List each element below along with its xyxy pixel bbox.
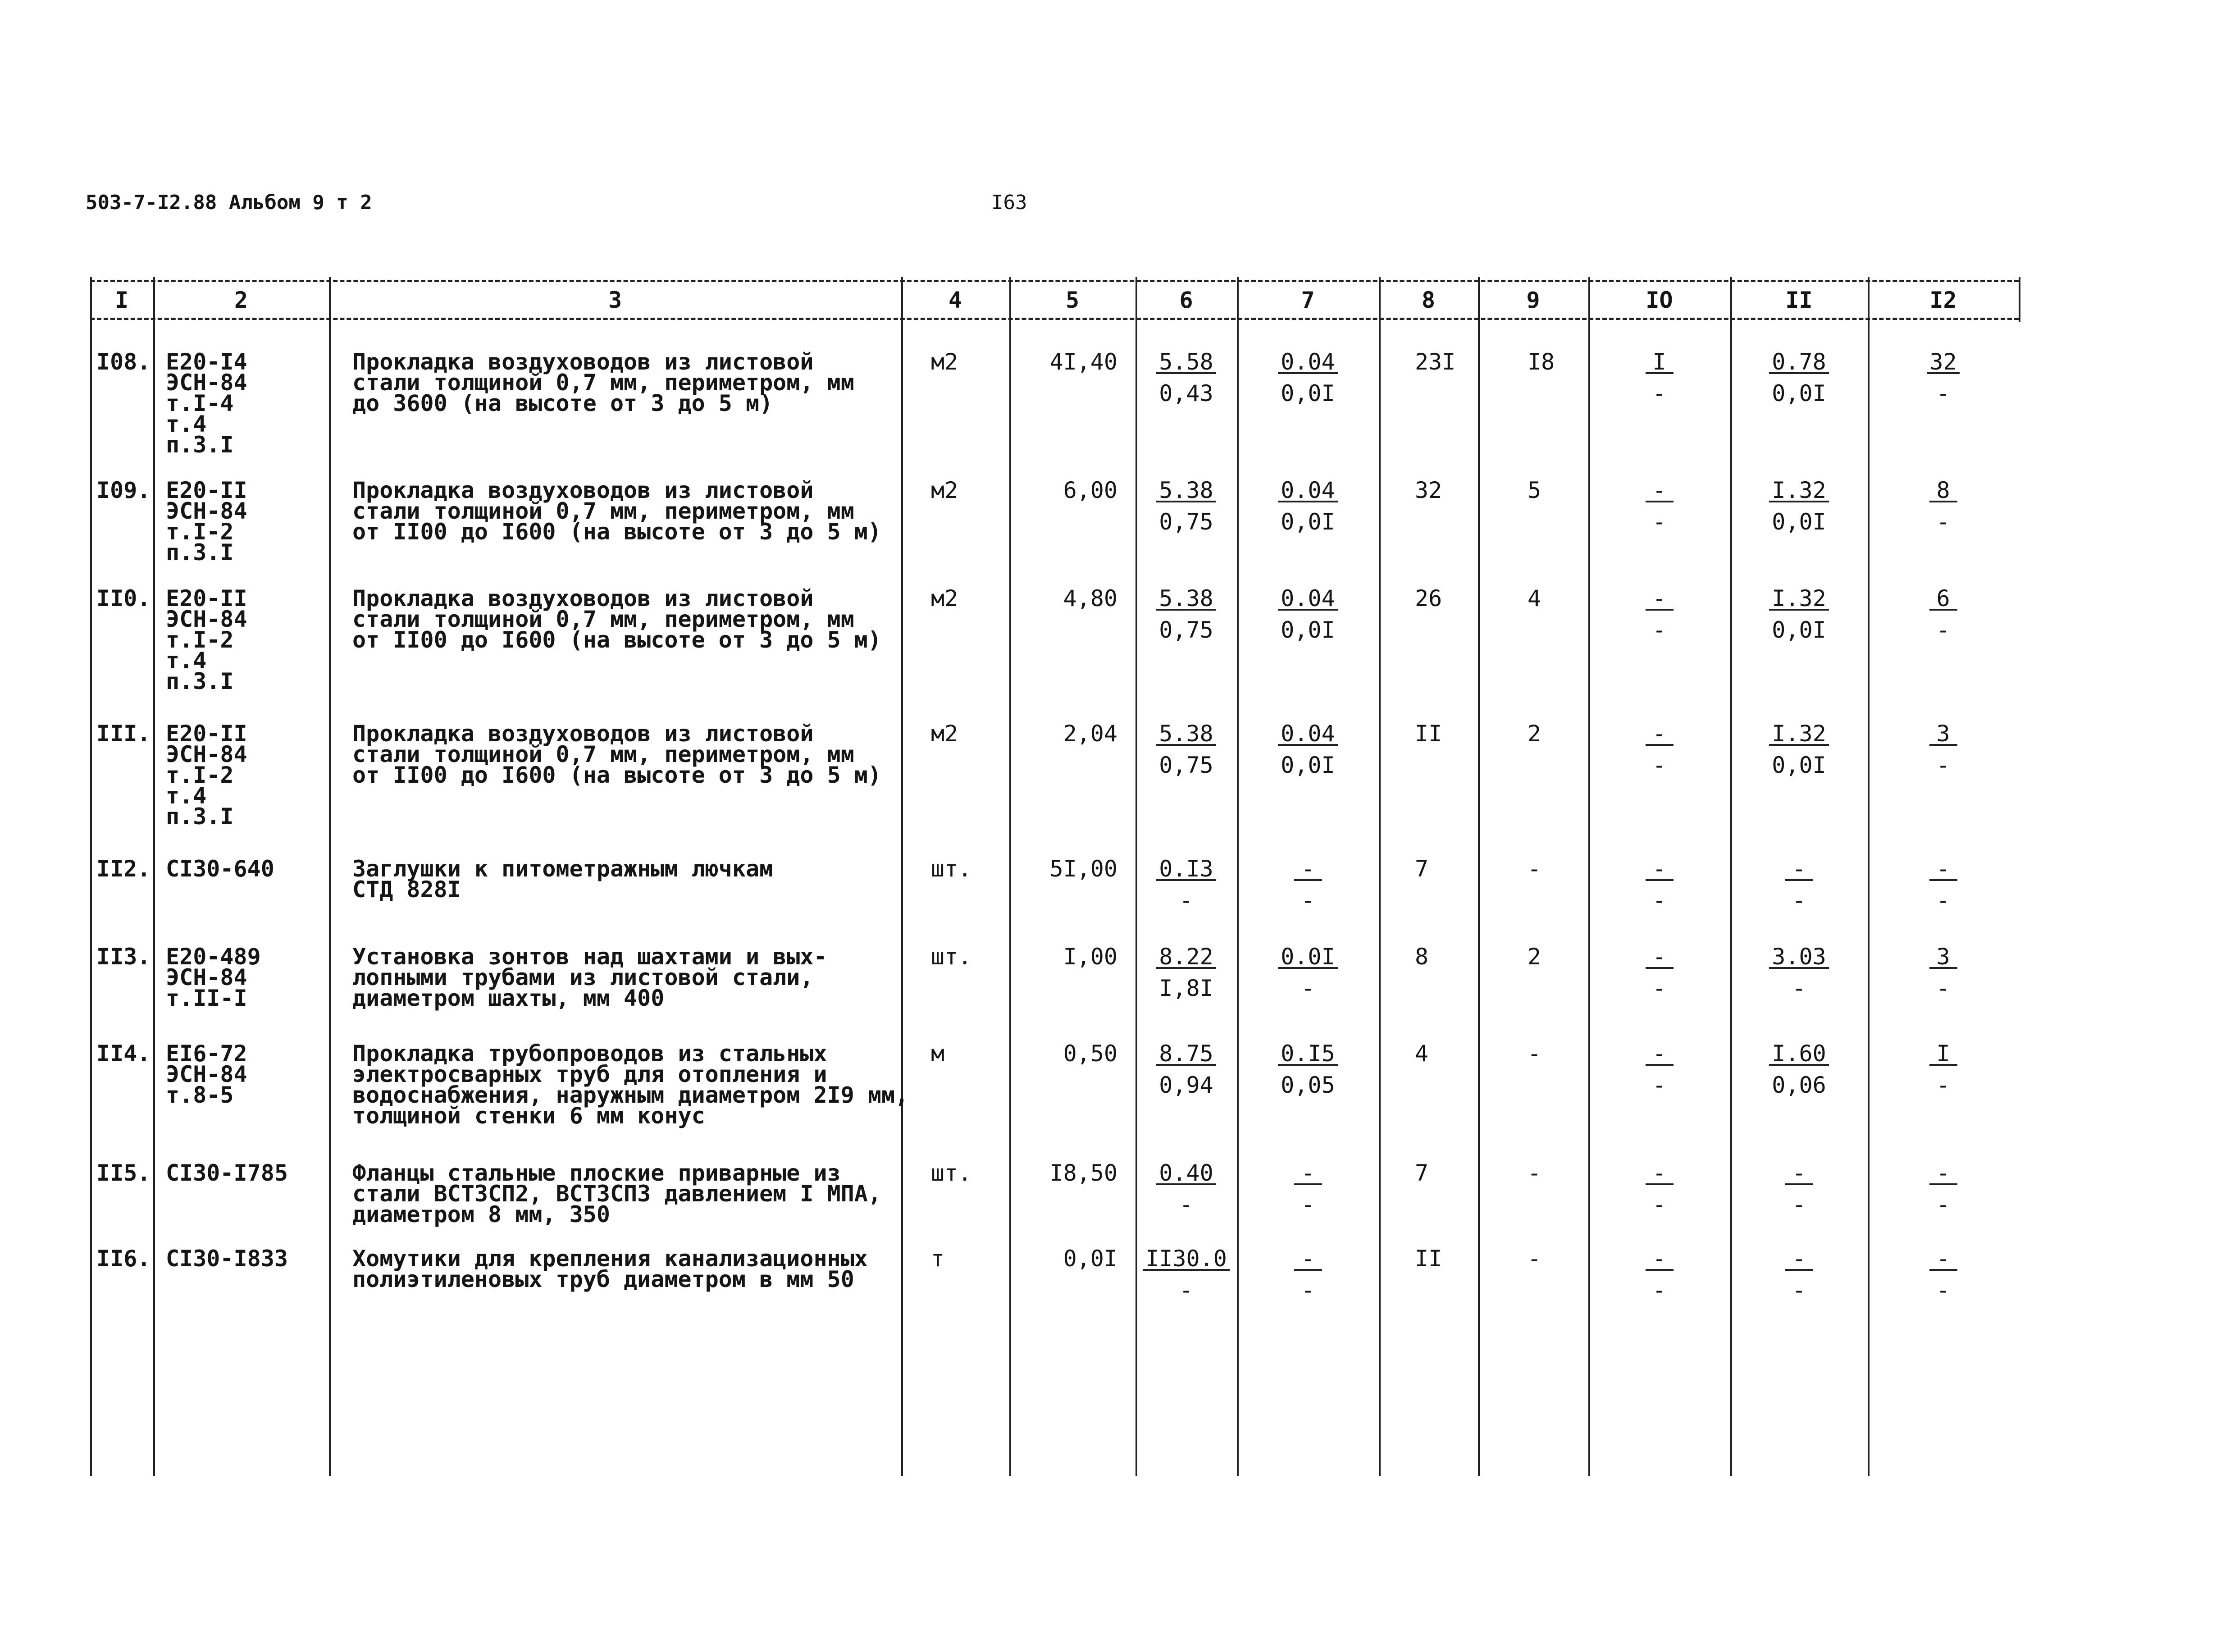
wage-value-denominator: - bbox=[1652, 752, 1666, 778]
work-description: Прокладка трубопроводов из стальных электросварных труб для отопления и водоснабжения, наружным диаметром 2I9 мм, толщиной стенки 6 мм конус bbox=[352, 1040, 909, 1129]
labor-per-unit-numerator: I.32 bbox=[1769, 588, 1829, 611]
machine-total: 5 bbox=[1528, 477, 1541, 503]
total-cost: 4 bbox=[1415, 1040, 1429, 1067]
wage-value-denominator: - bbox=[1652, 887, 1666, 913]
labor-per-unit bbox=[1730, 351, 1868, 404]
labor-per-unit-numerator: - bbox=[1785, 1163, 1813, 1185]
machine-cost-denominator: 0,0I bbox=[1281, 380, 1335, 406]
quantity: 6,00 bbox=[1063, 477, 1117, 503]
unit-of-measure: м2 bbox=[931, 585, 958, 612]
row-number: II5. bbox=[96, 1160, 151, 1186]
unit-of-measure: м bbox=[931, 1040, 945, 1067]
labor-total bbox=[1868, 858, 2019, 911]
machine-total: - bbox=[1528, 1040, 1541, 1067]
column-divider bbox=[1379, 277, 1381, 1476]
unit-cost-numerator: 5.58 bbox=[1156, 351, 1216, 374]
machine-total: - bbox=[1528, 1246, 1541, 1272]
wage-value bbox=[1588, 351, 1730, 404]
labor-per-unit bbox=[1730, 723, 1868, 776]
norm-code: CI30-I785 bbox=[166, 1160, 288, 1186]
labor-total-numerator: 8 bbox=[1929, 480, 1957, 502]
unit-cost bbox=[1135, 1160, 1237, 1218]
unit-of-measure: т bbox=[931, 1246, 945, 1272]
total-cost: 32 bbox=[1415, 477, 1442, 503]
labor-total bbox=[1868, 1160, 2019, 1218]
labor-total-denominator: - bbox=[1936, 1277, 1950, 1303]
labor-per-unit-numerator: 0.78 bbox=[1769, 351, 1829, 374]
work-description: Прокладка воздуховодов из листовой стали толщиной 0,7 мм, периметром, мм от II00 до I600 (на высоте от 3 до 5 м) bbox=[352, 585, 881, 653]
labor-total bbox=[1868, 477, 2019, 535]
labor-per-unit-denominator: 0,06 bbox=[1772, 1072, 1826, 1098]
wage-value-numerator: - bbox=[1646, 858, 1674, 881]
column-number-header: 2 bbox=[234, 287, 248, 313]
labor-total-numerator: 3 bbox=[1929, 946, 1957, 969]
total-cost: 23I bbox=[1415, 349, 1456, 375]
column-number-header: 5 bbox=[1065, 287, 1080, 313]
total-cost: II bbox=[1415, 721, 1442, 747]
column-divider bbox=[901, 277, 903, 1476]
machine-total: 2 bbox=[1528, 721, 1541, 747]
row-number: II6. bbox=[96, 1246, 151, 1272]
column-number-header: 6 bbox=[1179, 287, 1193, 313]
wage-value bbox=[1588, 1160, 1730, 1218]
unit-of-measure: м2 bbox=[931, 349, 958, 375]
row-number: III. bbox=[96, 721, 151, 747]
labor-total bbox=[1868, 1040, 2019, 1098]
total-cost: 26 bbox=[1415, 585, 1442, 612]
column-divider bbox=[1009, 277, 1011, 1476]
unit-cost bbox=[1135, 351, 1237, 404]
unit-cost-numerator: 5.38 bbox=[1156, 588, 1216, 611]
wage-value bbox=[1588, 1248, 1730, 1301]
labor-per-unit-numerator: I.32 bbox=[1769, 480, 1829, 502]
labor-total bbox=[1868, 585, 2019, 643]
machine-cost bbox=[1237, 1248, 1379, 1301]
column-number-header: II bbox=[1785, 287, 1813, 313]
unit-of-measure: м2 bbox=[931, 477, 958, 503]
total-cost: 7 bbox=[1415, 856, 1429, 882]
header-top-line bbox=[90, 280, 2019, 282]
norm-code: EI6-72 ЭСН-84 т.8-5 bbox=[166, 1040, 247, 1108]
machine-cost-numerator: - bbox=[1294, 1248, 1322, 1271]
row-number: I08. bbox=[96, 349, 151, 375]
labor-total-denominator: - bbox=[1936, 975, 1950, 1001]
norm-code: E20-II ЭСН-84 т.I-2 т.4 п.3.I bbox=[166, 585, 247, 694]
column-number-header: I2 bbox=[1929, 287, 1957, 313]
labor-total-numerator: I bbox=[1929, 1043, 1957, 1066]
unit-cost-denominator: - bbox=[1179, 1191, 1193, 1218]
wage-value bbox=[1588, 858, 1730, 911]
quantity: I,00 bbox=[1063, 944, 1117, 970]
machine-cost-denominator: 0,05 bbox=[1281, 1072, 1335, 1098]
labor-total-numerator: - bbox=[1929, 1248, 1957, 1271]
column-number-header: IO bbox=[1646, 287, 1673, 313]
labor-total-numerator: 32 bbox=[1927, 351, 1959, 374]
wage-value-denominator: - bbox=[1652, 1072, 1666, 1098]
wage-value bbox=[1588, 723, 1730, 776]
row-number: II4. bbox=[96, 1040, 151, 1067]
norm-code: CI30-640 bbox=[166, 856, 274, 882]
norm-code: CI30-I833 bbox=[166, 1246, 288, 1272]
labor-per-unit-denominator: - bbox=[1792, 1277, 1806, 1303]
unit-cost-numerator: 5.38 bbox=[1156, 723, 1216, 746]
unit-cost bbox=[1135, 477, 1237, 535]
column-divider bbox=[90, 277, 92, 1476]
wage-value-denominator: - bbox=[1652, 617, 1666, 643]
labor-per-unit bbox=[1730, 946, 1868, 999]
unit-of-measure: шт. bbox=[931, 856, 972, 882]
wage-value bbox=[1588, 946, 1730, 999]
machine-total: I8 bbox=[1528, 349, 1555, 375]
wage-value-numerator: - bbox=[1646, 946, 1674, 969]
labor-total-numerator: 6 bbox=[1929, 588, 1957, 611]
labor-per-unit-denominator: 0,0I bbox=[1772, 617, 1826, 643]
work-description: Установка зонтов над шахтами и вых- лопными трубами из листовой стали, диаметром шахты, мм 400 bbox=[352, 944, 827, 1011]
labor-per-unit-numerator: - bbox=[1785, 1248, 1813, 1271]
machine-cost-denominator: - bbox=[1301, 975, 1315, 1001]
unit-cost bbox=[1135, 1248, 1237, 1301]
labor-total-numerator: - bbox=[1929, 858, 1957, 881]
labor-total-numerator: - bbox=[1929, 1163, 1957, 1185]
labor-total-denominator: - bbox=[1936, 1072, 1950, 1098]
wage-value-denominator: - bbox=[1652, 975, 1666, 1001]
total-cost: 8 bbox=[1415, 944, 1429, 970]
machine-total: - bbox=[1528, 1160, 1541, 1186]
quantity: 4,80 bbox=[1063, 585, 1117, 612]
unit-of-measure: м2 bbox=[931, 721, 958, 747]
machine-cost-numerator: 0.I5 bbox=[1278, 1043, 1337, 1066]
wage-value-numerator: - bbox=[1646, 1163, 1674, 1185]
machine-cost bbox=[1237, 723, 1379, 776]
unit-cost bbox=[1135, 858, 1237, 911]
unit-of-measure: шт. bbox=[931, 1160, 972, 1186]
wage-value-denominator: - bbox=[1652, 380, 1666, 406]
column-number-header: 8 bbox=[1421, 287, 1436, 313]
unit-cost-denominator: 0,75 bbox=[1159, 617, 1213, 643]
machine-cost bbox=[1237, 946, 1379, 999]
labor-total-numerator: 3 bbox=[1929, 723, 1957, 746]
machine-cost-numerator: 0.04 bbox=[1278, 723, 1337, 746]
unit-cost-denominator: 0,94 bbox=[1159, 1072, 1213, 1098]
work-description: Хомутики для крепления канализационных полиэтиленовых труб диаметром в мм 50 bbox=[352, 1246, 868, 1292]
unit-cost-denominator: 0,75 bbox=[1159, 752, 1213, 778]
machine-cost-denominator: 0,0I bbox=[1281, 617, 1335, 643]
labor-per-unit-denominator: 0,0I bbox=[1772, 380, 1826, 406]
total-cost: II bbox=[1415, 1246, 1442, 1272]
column-divider bbox=[2019, 277, 2020, 322]
column-number-header: 9 bbox=[1526, 287, 1540, 313]
labor-per-unit bbox=[1730, 1160, 1868, 1218]
labor-per-unit bbox=[1730, 477, 1868, 535]
labor-per-unit bbox=[1730, 1248, 1868, 1301]
total-cost: 7 bbox=[1415, 1160, 1429, 1186]
column-number-header: 3 bbox=[608, 287, 622, 313]
norm-code: E20-I4 ЭСН-84 т.I-4 т.4 п.3.I bbox=[166, 349, 247, 458]
machine-cost bbox=[1237, 1160, 1379, 1218]
wage-value bbox=[1588, 585, 1730, 643]
labor-per-unit-numerator: I.32 bbox=[1769, 723, 1829, 746]
column-number-header: 7 bbox=[1301, 287, 1315, 313]
row-number: II0. bbox=[96, 585, 151, 612]
norm-code: E20-489 ЭСН-84 т.II-I bbox=[166, 944, 261, 1011]
column-divider bbox=[153, 277, 155, 1476]
unit-cost-numerator: 0.40 bbox=[1156, 1163, 1216, 1185]
unit-cost-numerator: 5.38 bbox=[1156, 480, 1216, 502]
machine-cost-numerator: - bbox=[1294, 1163, 1322, 1185]
norm-code: E20-II ЭСН-84 т.I-2 п.3.I bbox=[166, 477, 247, 566]
wage-value bbox=[1588, 1040, 1730, 1098]
wage-value-numerator: - bbox=[1646, 723, 1674, 746]
work-description: Прокладка воздуховодов из листовой стали толщиной 0,7 мм, периметром, мм от II00 до I600 (на высоте от 3 до 5 м) bbox=[352, 477, 881, 545]
page-number: I63 bbox=[991, 191, 1027, 214]
machine-cost-numerator: 0.04 bbox=[1278, 480, 1337, 502]
labor-per-unit-denominator: - bbox=[1792, 887, 1806, 913]
wage-value-denominator: - bbox=[1652, 509, 1666, 535]
labor-per-unit bbox=[1730, 585, 1868, 643]
labor-total bbox=[1868, 723, 2019, 776]
unit-cost-denominator: I,8I bbox=[1159, 975, 1213, 1001]
labor-per-unit-denominator: 0,0I bbox=[1772, 509, 1826, 535]
unit-of-measure: шт. bbox=[931, 944, 972, 970]
labor-total bbox=[1868, 946, 2019, 999]
wage-value-numerator: - bbox=[1646, 588, 1674, 611]
norm-code: E20-II ЭСН-84 т.I-2 т.4 п.3.I bbox=[166, 721, 247, 830]
labor-total-denominator: - bbox=[1936, 887, 1950, 913]
wage-value-denominator: - bbox=[1652, 1277, 1666, 1303]
machine-cost-numerator: - bbox=[1294, 858, 1322, 881]
machine-cost-numerator: 0.04 bbox=[1278, 351, 1337, 374]
wage-value-numerator: - bbox=[1646, 1043, 1674, 1066]
machine-cost bbox=[1237, 585, 1379, 643]
quantity: 5I,00 bbox=[1049, 856, 1117, 882]
labor-per-unit-numerator: 3.03 bbox=[1769, 946, 1829, 969]
unit-cost bbox=[1135, 1040, 1237, 1098]
labor-total-denominator: - bbox=[1936, 752, 1950, 778]
unit-cost-numerator: 0.I3 bbox=[1156, 858, 1216, 881]
machine-cost-denominator: 0,0I bbox=[1281, 752, 1335, 778]
column-number-header: 4 bbox=[948, 287, 962, 313]
machine-cost bbox=[1237, 1040, 1379, 1098]
labor-total bbox=[1868, 351, 2019, 404]
machine-cost-denominator: - bbox=[1301, 1277, 1315, 1303]
quantity: 0,0I bbox=[1063, 1246, 1117, 1272]
labor-total-denominator: - bbox=[1936, 380, 1950, 406]
wage-value-numerator: - bbox=[1646, 480, 1674, 502]
unit-cost bbox=[1135, 946, 1237, 999]
labor-per-unit-denominator: 0,0I bbox=[1772, 752, 1826, 778]
document-code: 503-7-I2.88 Альбом 9 т 2 bbox=[86, 191, 372, 214]
work-description: Заглушки к питометражным лючкам СТД 828I bbox=[352, 856, 773, 903]
labor-per-unit bbox=[1730, 1040, 1868, 1098]
unit-cost-denominator: 0,75 bbox=[1159, 509, 1213, 535]
machine-cost-denominator: 0,0I bbox=[1281, 509, 1335, 535]
quantity: 4I,40 bbox=[1049, 349, 1117, 375]
work-description: Фланцы стальные плоские приварные из стали ВСТ3СП2, ВСТ3СП3 давлением I МПА, диаметром 8 мм, 350 bbox=[352, 1160, 881, 1228]
unit-cost-denominator: - bbox=[1179, 1277, 1193, 1303]
labor-per-unit-numerator: I.60 bbox=[1769, 1043, 1829, 1066]
labor-per-unit-denominator: - bbox=[1792, 1191, 1806, 1218]
row-number: II3. bbox=[96, 944, 151, 970]
machine-total: 2 bbox=[1528, 944, 1541, 970]
machine-cost-numerator: 0.0I bbox=[1278, 946, 1337, 969]
unit-cost-numerator: II30.0 bbox=[1143, 1248, 1230, 1271]
unit-cost-denominator: 0,43 bbox=[1159, 380, 1213, 406]
quantity: I8,50 bbox=[1049, 1160, 1117, 1186]
row-number: I09. bbox=[96, 477, 151, 503]
labor-total-denominator: - bbox=[1936, 509, 1950, 535]
unit-cost-numerator: 8.22 bbox=[1156, 946, 1216, 969]
labor-total-denominator: - bbox=[1936, 617, 1950, 643]
quantity: 2,04 bbox=[1063, 721, 1117, 747]
labor-per-unit bbox=[1730, 858, 1868, 911]
labor-per-unit-numerator: - bbox=[1785, 858, 1813, 881]
estimate-table bbox=[90, 277, 2019, 1476]
header-bottom-line bbox=[90, 318, 2019, 320]
machine-total: - bbox=[1528, 856, 1541, 882]
labor-total bbox=[1868, 1248, 2019, 1301]
machine-cost bbox=[1237, 351, 1379, 404]
work-description: Прокладка воздуховодов из листовой стали толщиной 0,7 мм, периметром, мм до 3600 (на высоте от 3 до 5 м) bbox=[352, 349, 854, 416]
wage-value-numerator: - bbox=[1646, 1248, 1674, 1271]
column-divider bbox=[1478, 277, 1480, 1476]
work-description: Прокладка воздуховодов из листовой стали толщиной 0,7 мм, периметром, мм от II00 до I600 (на высоте от 3 до 5 м) bbox=[352, 721, 881, 788]
unit-cost bbox=[1135, 585, 1237, 643]
machine-cost bbox=[1237, 477, 1379, 535]
wage-value-denominator: - bbox=[1652, 1191, 1666, 1218]
machine-cost bbox=[1237, 858, 1379, 911]
machine-cost-denominator: - bbox=[1301, 887, 1315, 913]
unit-cost bbox=[1135, 723, 1237, 776]
labor-per-unit-denominator: - bbox=[1792, 975, 1806, 1001]
column-number-header: I bbox=[114, 287, 129, 313]
labor-total-denominator: - bbox=[1936, 1191, 1950, 1218]
machine-cost-numerator: 0.04 bbox=[1278, 588, 1337, 611]
wage-value-numerator: I bbox=[1646, 351, 1674, 374]
machine-cost-denominator: - bbox=[1301, 1191, 1315, 1218]
quantity: 0,50 bbox=[1063, 1040, 1117, 1067]
unit-cost-denominator: - bbox=[1179, 887, 1193, 913]
wage-value bbox=[1588, 477, 1730, 535]
column-divider bbox=[329, 277, 331, 1476]
machine-total: 4 bbox=[1528, 585, 1541, 612]
unit-cost-numerator: 8.75 bbox=[1156, 1043, 1216, 1066]
row-number: II2. bbox=[96, 856, 151, 882]
